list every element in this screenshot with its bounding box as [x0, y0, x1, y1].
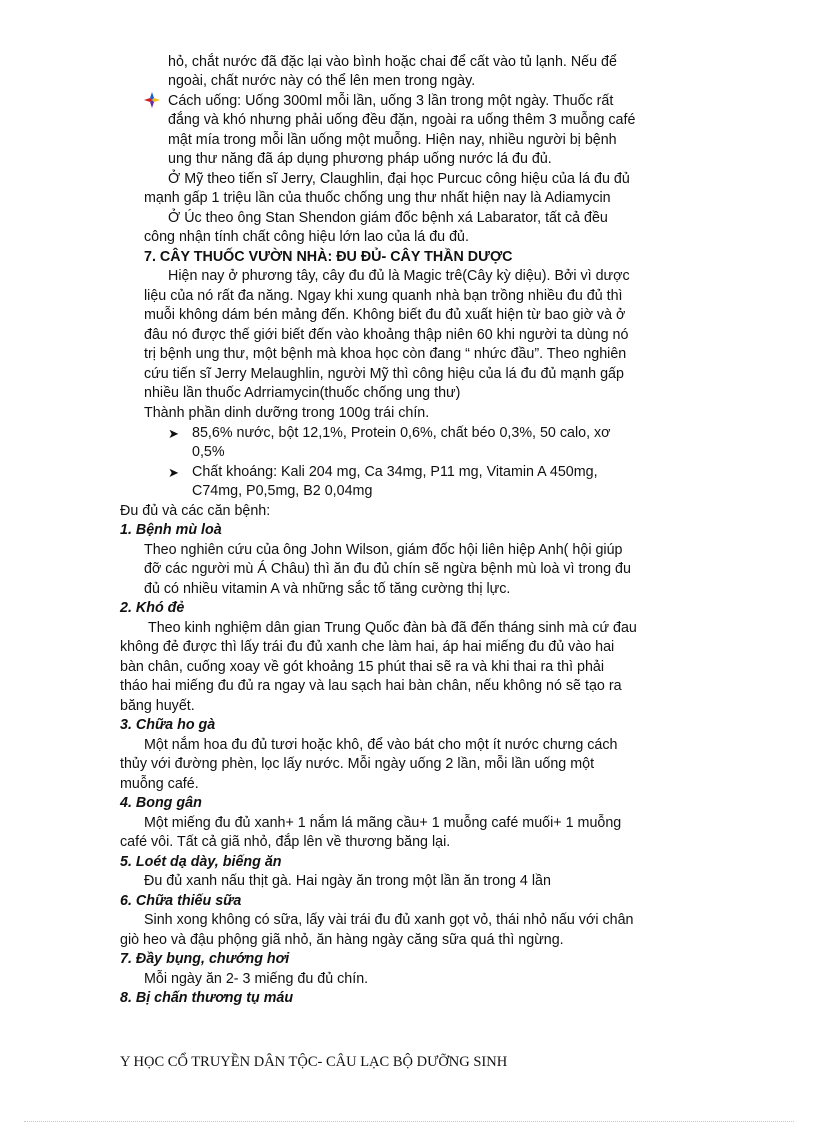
bullet-text: 0,5% — [192, 444, 225, 460]
arrowhead-bullet-icon: ➤ — [168, 426, 179, 441]
four-point-star-bullet-icon — [144, 92, 160, 108]
page-footer: Y HỌC CỔ TRUYỀN DÂN TỘC- CÂU LẠC BỘ DƯỠNG SINH — [120, 1054, 508, 1070]
subsection-heading: 8. Bị chấn thương tụ máu — [120, 990, 294, 1006]
text-line: hỏ, chắt nước đã đặc lại vào bình hoặc chai để cất vào tủ lạnh. Nếu để — [168, 54, 617, 70]
subsection-heading: 5. Loét dạ dày, biếng ăn — [120, 854, 282, 870]
text-line: Mỗi ngày ăn 2- 3 miếng đu đủ chín. — [144, 971, 369, 987]
text-line: muỗng café. — [120, 776, 199, 792]
text-line: Sinh xong không có sữa, lấy vài trái đu đủ xanh gọt vỏ, thái nhỏ nấu với chân — [144, 912, 634, 928]
subsection-heading: 2. Khó đẻ — [120, 600, 185, 616]
subsection-heading: 1. Bệnh mù loà — [120, 522, 222, 538]
text-line: không đẻ được thì lấy trái đu đủ xanh che làm hai, áp hai miếng đu đủ vào hai — [120, 639, 615, 655]
text-line: Đu đủ xanh nấu thịt gà. Hai ngày ăn trong một lần ăn trong 4 lần — [144, 873, 551, 889]
bullet-text: Chất khoáng: Kali 204 mg, Ca 34mg, P11 mg, Vitamin A 450mg, — [192, 464, 598, 480]
text-line: bàn chân, cuống xoay về gót khoảng 15 phút thai sẽ ra và khi thai ra thì phải — [120, 659, 605, 675]
text-line: Ở Mỹ theo tiến sĩ Jerry, Claughlin, đại học Purcuc công hiệu của lá đu đủ — [168, 171, 630, 187]
text-line: cứu tiến sĩ Jerry Melaughlin, người Mỹ thì công hiệu của lá đu đủ mạnh gấp — [144, 366, 624, 382]
text-line: Đu đủ và các căn bệnh: — [120, 503, 271, 519]
text-line: Một nắm hoa đu đủ tươi hoặc khô, để vào bát cho một ít nước chưng cách — [144, 737, 618, 753]
text-line: giò heo và đậu phộng giã nhỏ, ăn hàng ngày căng sữa quá thì ngừng. — [120, 932, 564, 948]
arrowhead-bullet-icon: ➤ — [168, 465, 179, 480]
subsection-heading: 4. Bong gân — [120, 795, 202, 811]
text-line: đủ có nhiều vitamin A và những sắc tố tăng cường thị lực. — [144, 581, 511, 597]
subsection-heading: 6. Chữa thiếu sữa — [120, 893, 242, 909]
text-line: Hiện nay ở phương tây, cây đu đủ là Magic trê(Cây kỳ diệu). Bởi vì dược — [168, 268, 630, 284]
text-line: trị bệnh ung thư, một bệnh mà khoa học còn đang “ nhức đầu”. Theo nghiên — [144, 346, 627, 362]
bullet-text: C74mg, P0,5mg, B2 0,04mg — [192, 483, 373, 499]
text-line: Ở Úc theo ông Stan Shendon giám đốc bệnh xá Labarator, tất cả đều — [168, 210, 608, 226]
text-line: muỗi không dám bén mảng đến. Không biết đu đủ xuất hiện từ bao giờ và ở — [144, 307, 626, 323]
text-line: café vôi. Tất cả giã nhỏ, đắp lên về thương băng lại. — [120, 834, 451, 850]
text-line: đỡ các người mù Á Châu) thì ăn đu đủ chín sẽ ngừa bệnh mù loà vì trong đu — [144, 561, 631, 577]
text-line: thủy với đường phèn, lọc lấy nước. Mỗi ngày uống 2 lần, mỗi lần uống một — [120, 756, 595, 772]
subsection-heading: 7. Đầy bụng, chướng hơi — [120, 951, 290, 967]
text-line: nhiều lần thuốc Adrriamycin(thuốc chống ung thư) — [144, 385, 461, 401]
text-line: Cách uống: Uống 300ml mỗi lần, uống 3 lần trong một ngày. Thuốc rất — [168, 93, 614, 109]
text-line: Thành phần dinh dưỡng trong 100g trái chín. — [144, 405, 430, 421]
subsection-heading: 3. Chữa ho gà — [120, 717, 216, 733]
text-line: mật mía trong mỗi lần uống một muỗng. Hiện nay, nhiều người bị bệnh — [168, 132, 617, 148]
bullet-text: 85,6% nước, bột 12,1%, Protein 0,6%, chất béo 0,3%, 50 calo, xơ — [192, 425, 611, 441]
text-line: Theo nghiên cứu của ông John Wilson, giám đốc hội liên hiệp Anh( hội giúp — [144, 542, 623, 558]
text-line: Theo kinh nghiệm dân gian Trung Quốc đàn bà đã đến tháng sinh mà cứ đau — [148, 620, 637, 636]
text-line: băng huyết. — [120, 698, 195, 714]
section-heading: 7. CÂY THUỐC VƯỜN NHÀ: ĐU ĐỦ- CÂY THẦN DƯỢC — [144, 249, 513, 265]
text-line: mạnh gấp 1 triệu lần của thuốc chống ung thư nhất hiện nay là Adiamycin — [144, 190, 611, 206]
text-line: đắng và khó nhưng phải uống đều đặn, ngoài ra uống thêm 3 muỗng café — [168, 112, 636, 128]
text-line: liệu của nó rất đa năng. Ngay khi xung quanh nhà bạn trồng nhiều đu đủ thì — [144, 288, 623, 304]
text-line: ngoài, chất nước này có thể lên men trong ngày. — [168, 73, 476, 89]
text-line: tháo hai miếng đu đủ ra ngay và lau sạch hai bàn chân, nếu không nó sẽ tạo ra — [120, 678, 622, 694]
text-line: đâu nó được thế giới biết đến vào khoảng thập niên 60 khi người ta dùng nó — [144, 327, 629, 343]
text-line: ung thư năng đã áp dụng phương pháp uống nước lá đu đủ. — [168, 151, 552, 167]
text-line: Một miếng đu đủ xanh+ 1 nắm lá mãng cầu+ 1 muỗng café muối+ 1 muỗng — [144, 815, 622, 831]
text-line: công nhận tính chất công hiệu lớn lao của lá đu đủ. — [144, 229, 469, 245]
page-bottom-divider — [24, 1121, 794, 1122]
